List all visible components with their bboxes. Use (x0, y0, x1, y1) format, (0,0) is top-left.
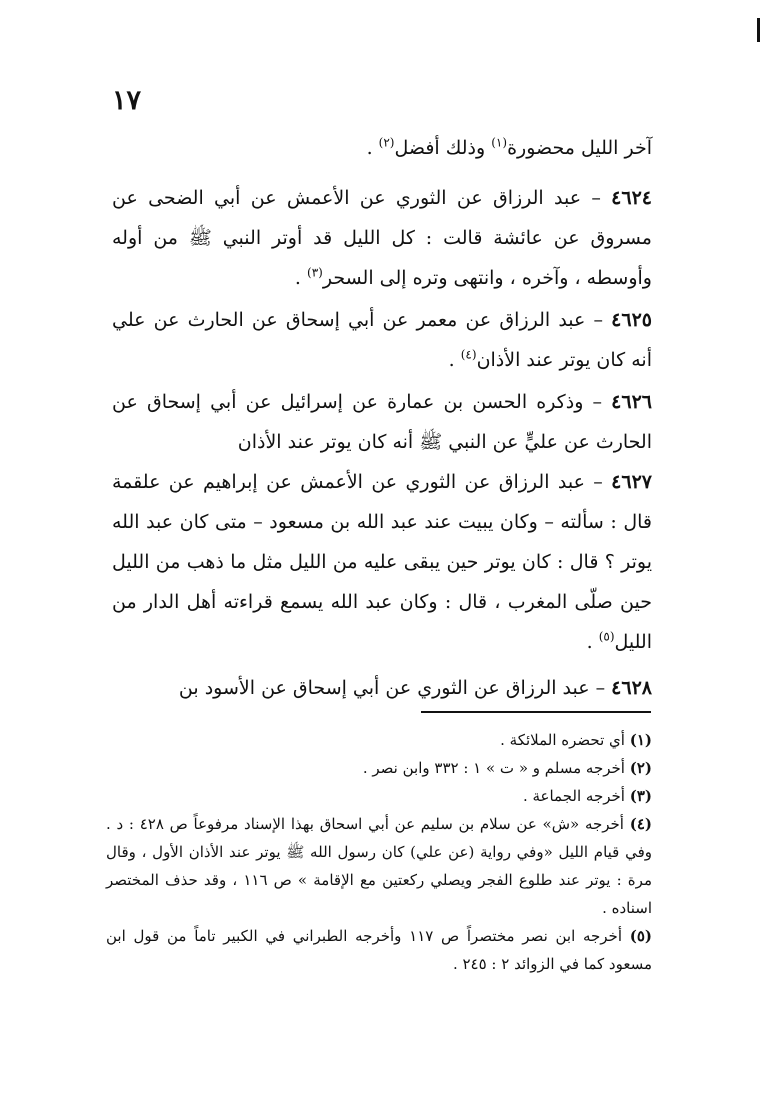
footnote-5 (106, 922, 652, 978)
hadith-4625 (112, 300, 652, 380)
footnote-ref: (١) (491, 135, 508, 150)
paragraph-text: . (366, 137, 379, 159)
page-edge-mark (757, 18, 760, 42)
footnote-text: أخرجه مسلم و « ت » ١ : ٣٣٢ وابن نصر . (362, 759, 630, 777)
footnotes (106, 726, 652, 978)
footnote-divider (421, 711, 651, 713)
footnote-1 (106, 726, 652, 754)
hadith-text: – عبد الرزاق عن الثوري عن الأعمش عن إبراهيم عن علقمة قال : سألته – وكان يبيت عند عبد الله بن مسعود – متى كان عبد الله يوتر ؟ قال : كان يوتر حين يبقى عليه من الليل مثل ما ذهب من الليل حين صلّى المغرب ، قال : وكان عبد الله يسمع قراءته أهل الدار من الليل (112, 471, 652, 653)
footnote-2 (106, 754, 652, 782)
hadith-number: ٤٦٢٤ (611, 187, 652, 209)
page-number: ١٧ (112, 85, 142, 116)
hadith-text: – عبد الرزاق عن معمر عن أبي إسحاق عن الحارث عن علي أنه كان يوتر عند الأذان (112, 309, 652, 371)
hadith-text: – وذكره الحسن بن عمارة عن إسرائيل عن أبي إسحاق عن الحارث عن عليٍّ عن النبي ﷺ أنه كان يوتر عند الأذان (112, 391, 652, 453)
footnote-ref: (٤) (460, 347, 477, 362)
footnote-number: (٥) (629, 927, 652, 945)
paragraph-continuation (112, 128, 652, 168)
footnote-4 (106, 810, 652, 922)
hadith-4626 (112, 382, 652, 462)
footnote-text: أخرجه «ش» عن سلام بن سليم عن أبي اسحاق بهذا الإسناد مرفوعاً ص ٤٢٨ : د . وفي قيام الليل «وفي رواية (عن علي) كان رسول الله ﷺ يوتر عند الأذان الأول ، وقال مرة : يوتر عند طلوع الفجر ويصلي ركعتين مع الإقامة » ص ١١٦ ، وقد حذف المختصر اسناده . (106, 815, 652, 917)
footnote-text: أخرجه الجماعة . (522, 787, 630, 805)
hadith-4624 (112, 178, 652, 298)
footnote-ref: (٢) (378, 135, 395, 150)
footnote-ref: (٣) (307, 265, 323, 280)
hadith-text: – عبد الرزاق عن الثوري عن أبي إسحاق عن الأسود بن (178, 677, 612, 699)
footnote-number: (٣) (629, 787, 652, 805)
hadith-4627 (112, 462, 652, 662)
paragraph-text: آخر الليل محضورة (507, 137, 652, 159)
footnote-3 (106, 782, 652, 810)
hadith-text: – عبد الرزاق عن الثوري عن الأعمش عن أبي الضحى عن مسروق عن عائشة قالت : كل الليل قد أوتر النبي ﷺ من أوله وأوسطه ، وآخره ، وانتهى وتره إلى السحر (112, 187, 652, 289)
footnote-number: (٢) (629, 759, 652, 777)
hadith-number: ٤٦٢٦ (611, 391, 652, 413)
hadith-4628 (112, 668, 652, 708)
footnote-text: أي تحضره الملائكة . (500, 731, 630, 749)
hadith-text: . (586, 631, 599, 653)
footnote-ref: (٥) (598, 629, 615, 644)
footnote-number: (٤) (629, 815, 652, 833)
footnote-number: (١) (629, 731, 652, 749)
hadith-number: ٤٦٢٥ (611, 309, 652, 331)
footnote-text: أخرجه ابن نصر مختصراً ص ١١٧ وأخرجه الطبراني في الكبير تاماً من قول ابن مسعود كما في الزوائد ٢ : ٢٤٥ . (106, 927, 652, 973)
paragraph-text: وذلك أفضل (394, 137, 492, 159)
hadith-number: ٤٦٢٨ (611, 677, 652, 699)
hadith-text: . (294, 267, 308, 289)
hadith-number: ٤٦٢٧ (611, 471, 652, 493)
hadith-text: . (448, 349, 461, 371)
